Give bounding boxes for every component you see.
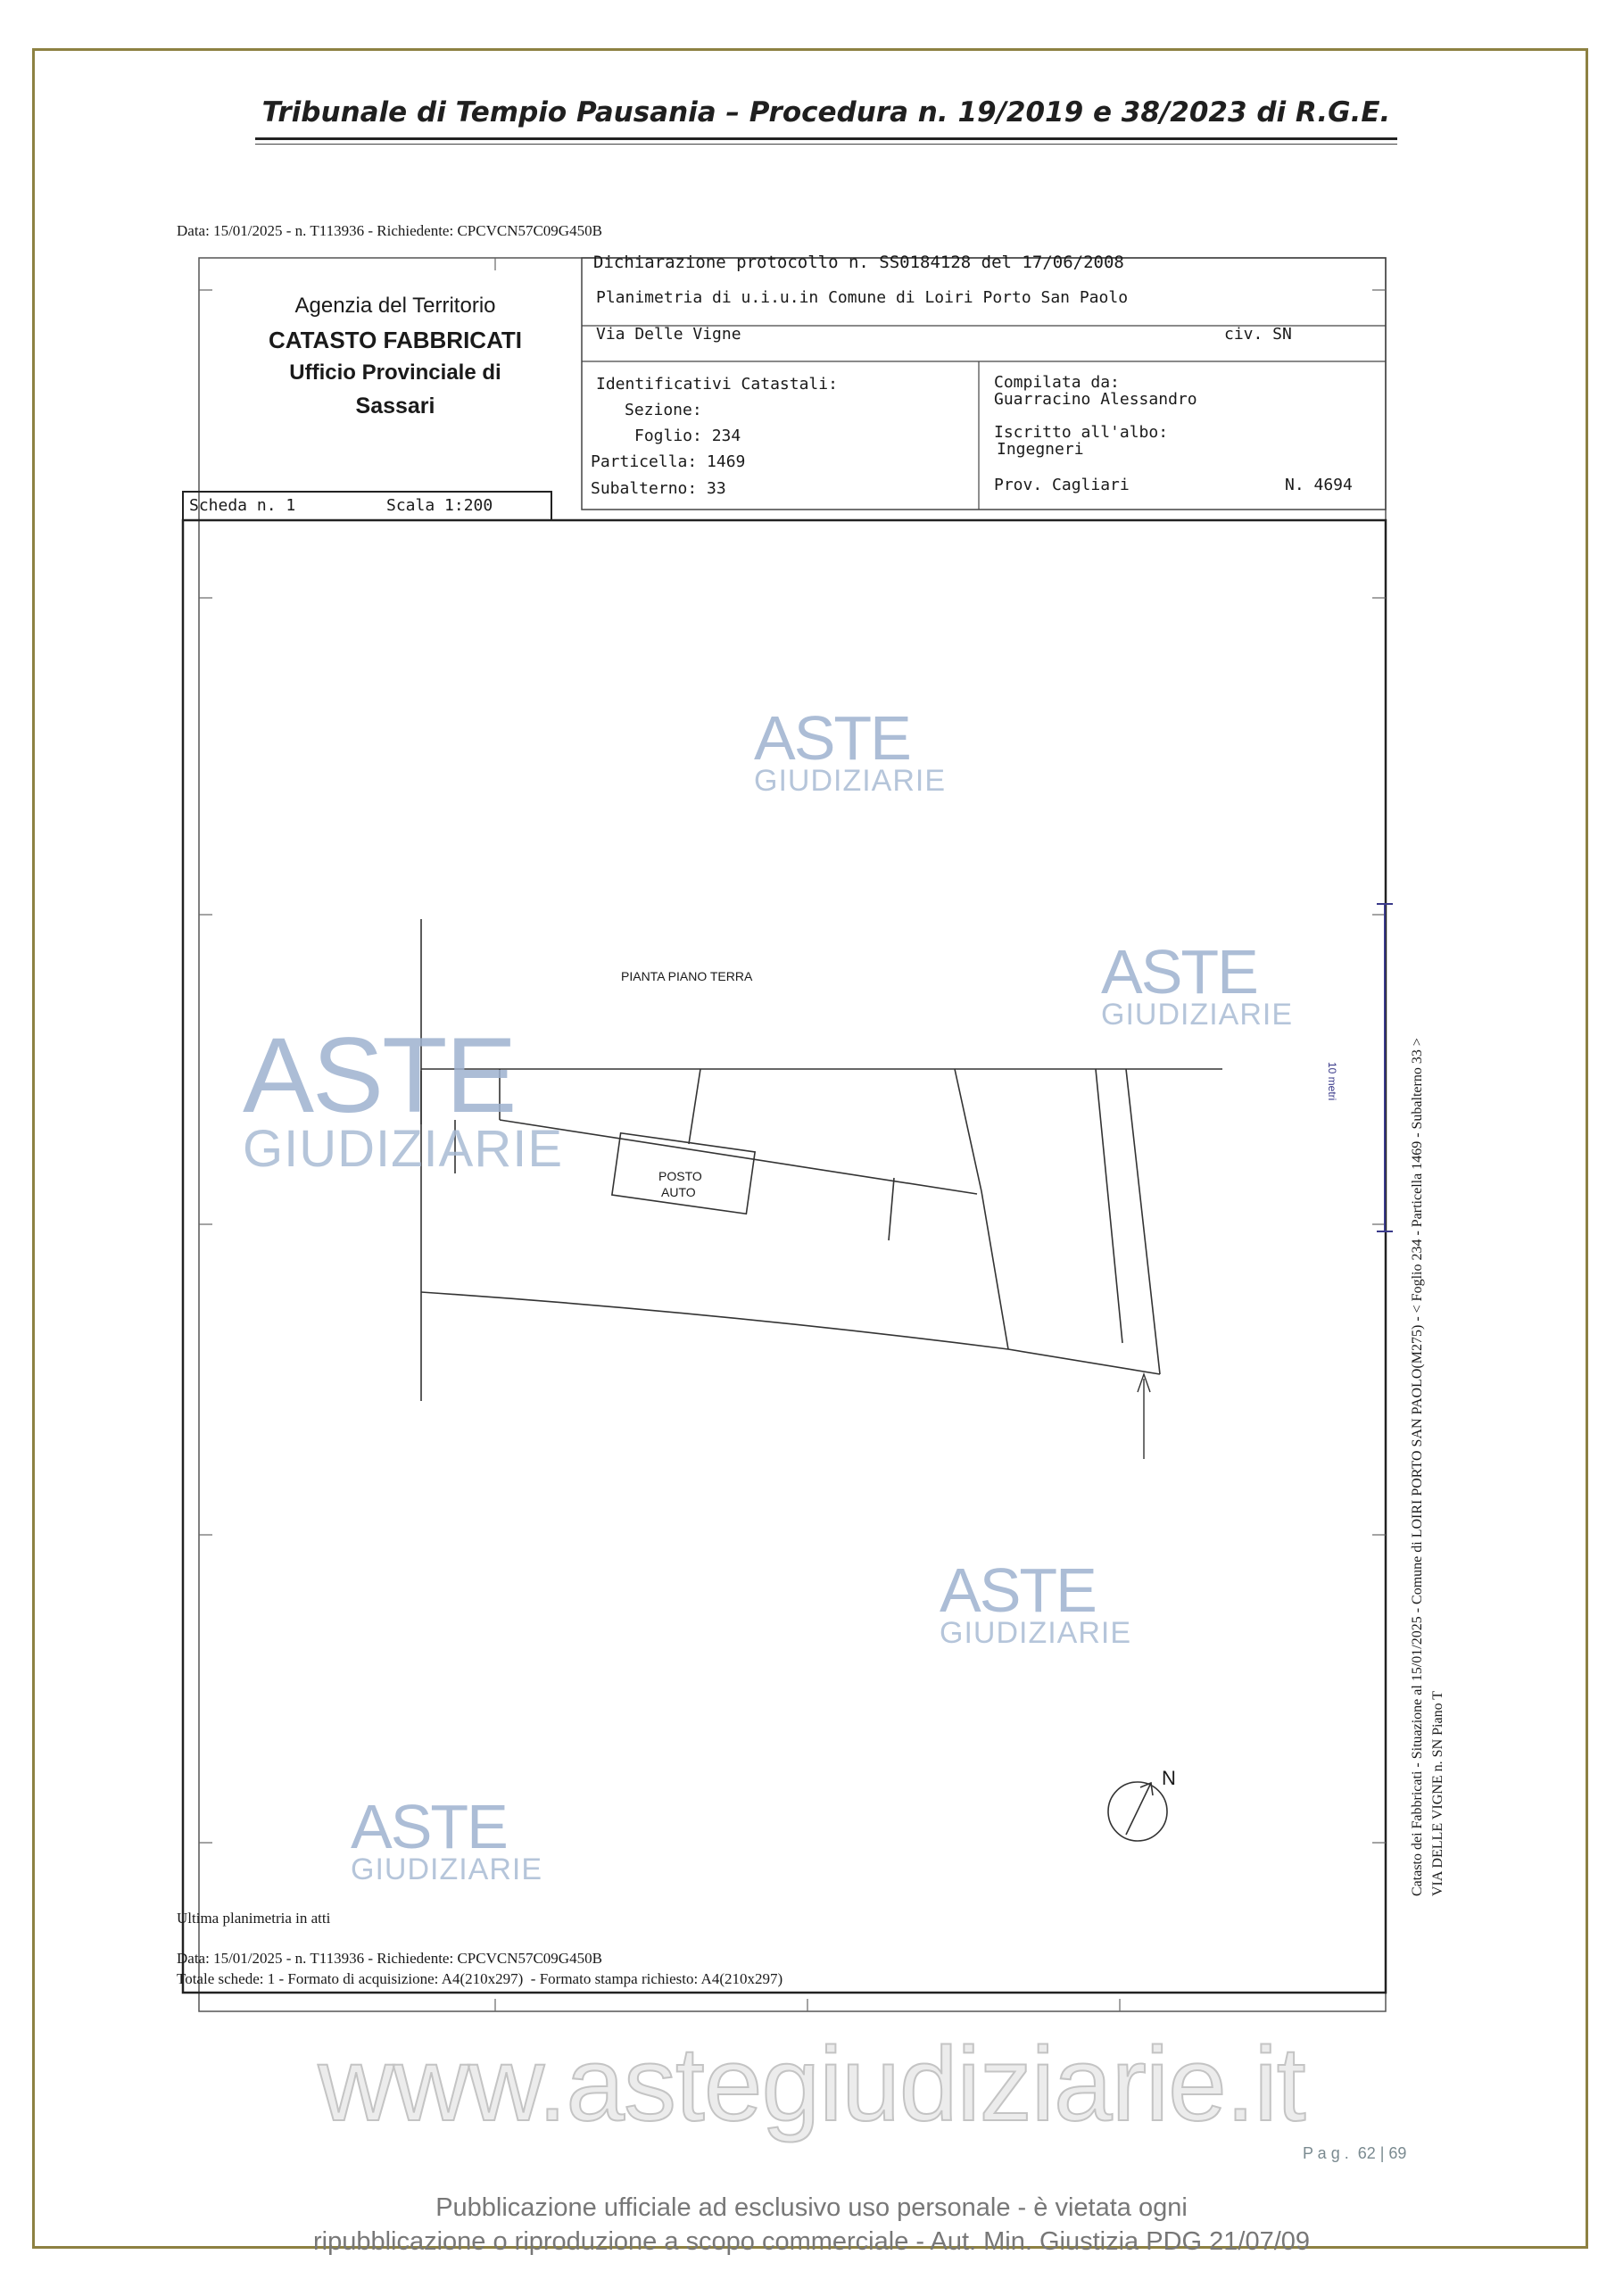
north-arrow-icon xyxy=(1108,1782,1167,1841)
street-line: Via Delle Vigne xyxy=(596,325,741,344)
request-line-top: Data: 15/01/2025 - n. T113936 - Richiedente: CPCVCN57C09G450B xyxy=(177,222,602,239)
registration-number: N. 4694 xyxy=(1285,476,1353,494)
totale-schede: Totale schede: 1 - Formato di acquisizione: A4(210x297) - Formato stampa richiesto: A4(210x297) xyxy=(177,1970,783,1987)
watermark-aste-4: ASTE GIUDIZIARIE xyxy=(940,1555,1132,1650)
ufficio-city: Sassari xyxy=(355,394,435,419)
document-header-title: Tribunale di Tempio Pausania – Procedura n. 19/2019 e 38/2023 di R.G.E. xyxy=(261,96,1391,128)
albo-value: Ingegneri xyxy=(997,440,1084,459)
entrance-arrow xyxy=(1138,1374,1150,1459)
parking-label-1: POSTO xyxy=(658,1169,702,1183)
watermark-aste-1: ASTE GIUDIZIARIE xyxy=(754,703,947,798)
subalterno: Subalterno: 33 xyxy=(591,479,726,498)
particella: Particella: 1469 xyxy=(591,452,746,471)
scale-bar-label: 10 metri xyxy=(1326,1062,1338,1101)
albo-label: Iscritto all'albo: xyxy=(994,423,1169,442)
ultima-planimetria: Ultima planimetria in atti xyxy=(177,1910,331,1927)
side-text-line2: VIA DELLE VIGNE n. SN Piano T xyxy=(1430,1690,1445,1896)
side-text-line1: Catasto dei Fabbricati - Situazione al 15/01/2025 - Comune di LOIRI PORTO SAN PAOLO(M275) - < Foglio 234 - Particella 1469 - Subalterno 33 > xyxy=(1410,1038,1425,1896)
sezione: Sezione: xyxy=(625,401,702,419)
identifiers-title: Identificativi Catastali: xyxy=(596,375,838,394)
parking-label-2: AUTO xyxy=(661,1185,696,1199)
compiler-label: Compilata da: xyxy=(994,373,1120,392)
north-label: N xyxy=(1162,1767,1176,1789)
footer-notice-line1: Pubblicazione ufficiale ad esclusivo uso personale - è vietata ogni xyxy=(435,2193,1188,2222)
footer-notice-line2: ripubblicazione o riproduzione a scopo commerciale - Aut. Min. Giustizia PDG 21/07/09 xyxy=(312,2227,1311,2256)
compiler-name: Guarracino Alessandro xyxy=(994,390,1197,409)
protocol-line: Dichiarazione protocollo n. SS0184128 del 17/06/2008 xyxy=(593,253,1124,272)
ufficio-provinciale: Ufficio Provinciale di xyxy=(289,361,501,385)
scheda-number: Scheda n. 1 xyxy=(189,496,296,515)
province: Prov. Cagliari xyxy=(994,476,1130,494)
website-watermark: www.astegiudiziarie.it xyxy=(318,2026,1305,2143)
watermark-aste-2: ASTE GIUDIZIARIE xyxy=(1101,937,1294,1032)
catasto-title: CATASTO FABBRICATI xyxy=(268,327,523,353)
request-line-bottom: Data: 15/01/2025 - n. T113936 - Richiedente: CPCVCN57C09G450B xyxy=(177,1950,602,1967)
civic-number: civ. SN xyxy=(1224,325,1292,344)
agency-name: Agenzia del Territorio xyxy=(294,294,496,318)
foglio: Foglio: 234 xyxy=(634,427,741,445)
watermark-aste-5: ASTE GIUDIZIARIE xyxy=(351,1792,543,1886)
floor-label: PIANTA PIANO TERRA xyxy=(621,969,753,983)
scale: Scala 1:200 xyxy=(386,496,493,515)
watermark-aste-3: ASTE GIUDIZIARIE xyxy=(243,1015,564,1178)
page-number: P a g . 62 | 69 xyxy=(1303,2144,1407,2162)
planimetria-line: Planimetria di u.i.u.in Comune di Loiri Porto San Paolo xyxy=(596,288,1129,307)
